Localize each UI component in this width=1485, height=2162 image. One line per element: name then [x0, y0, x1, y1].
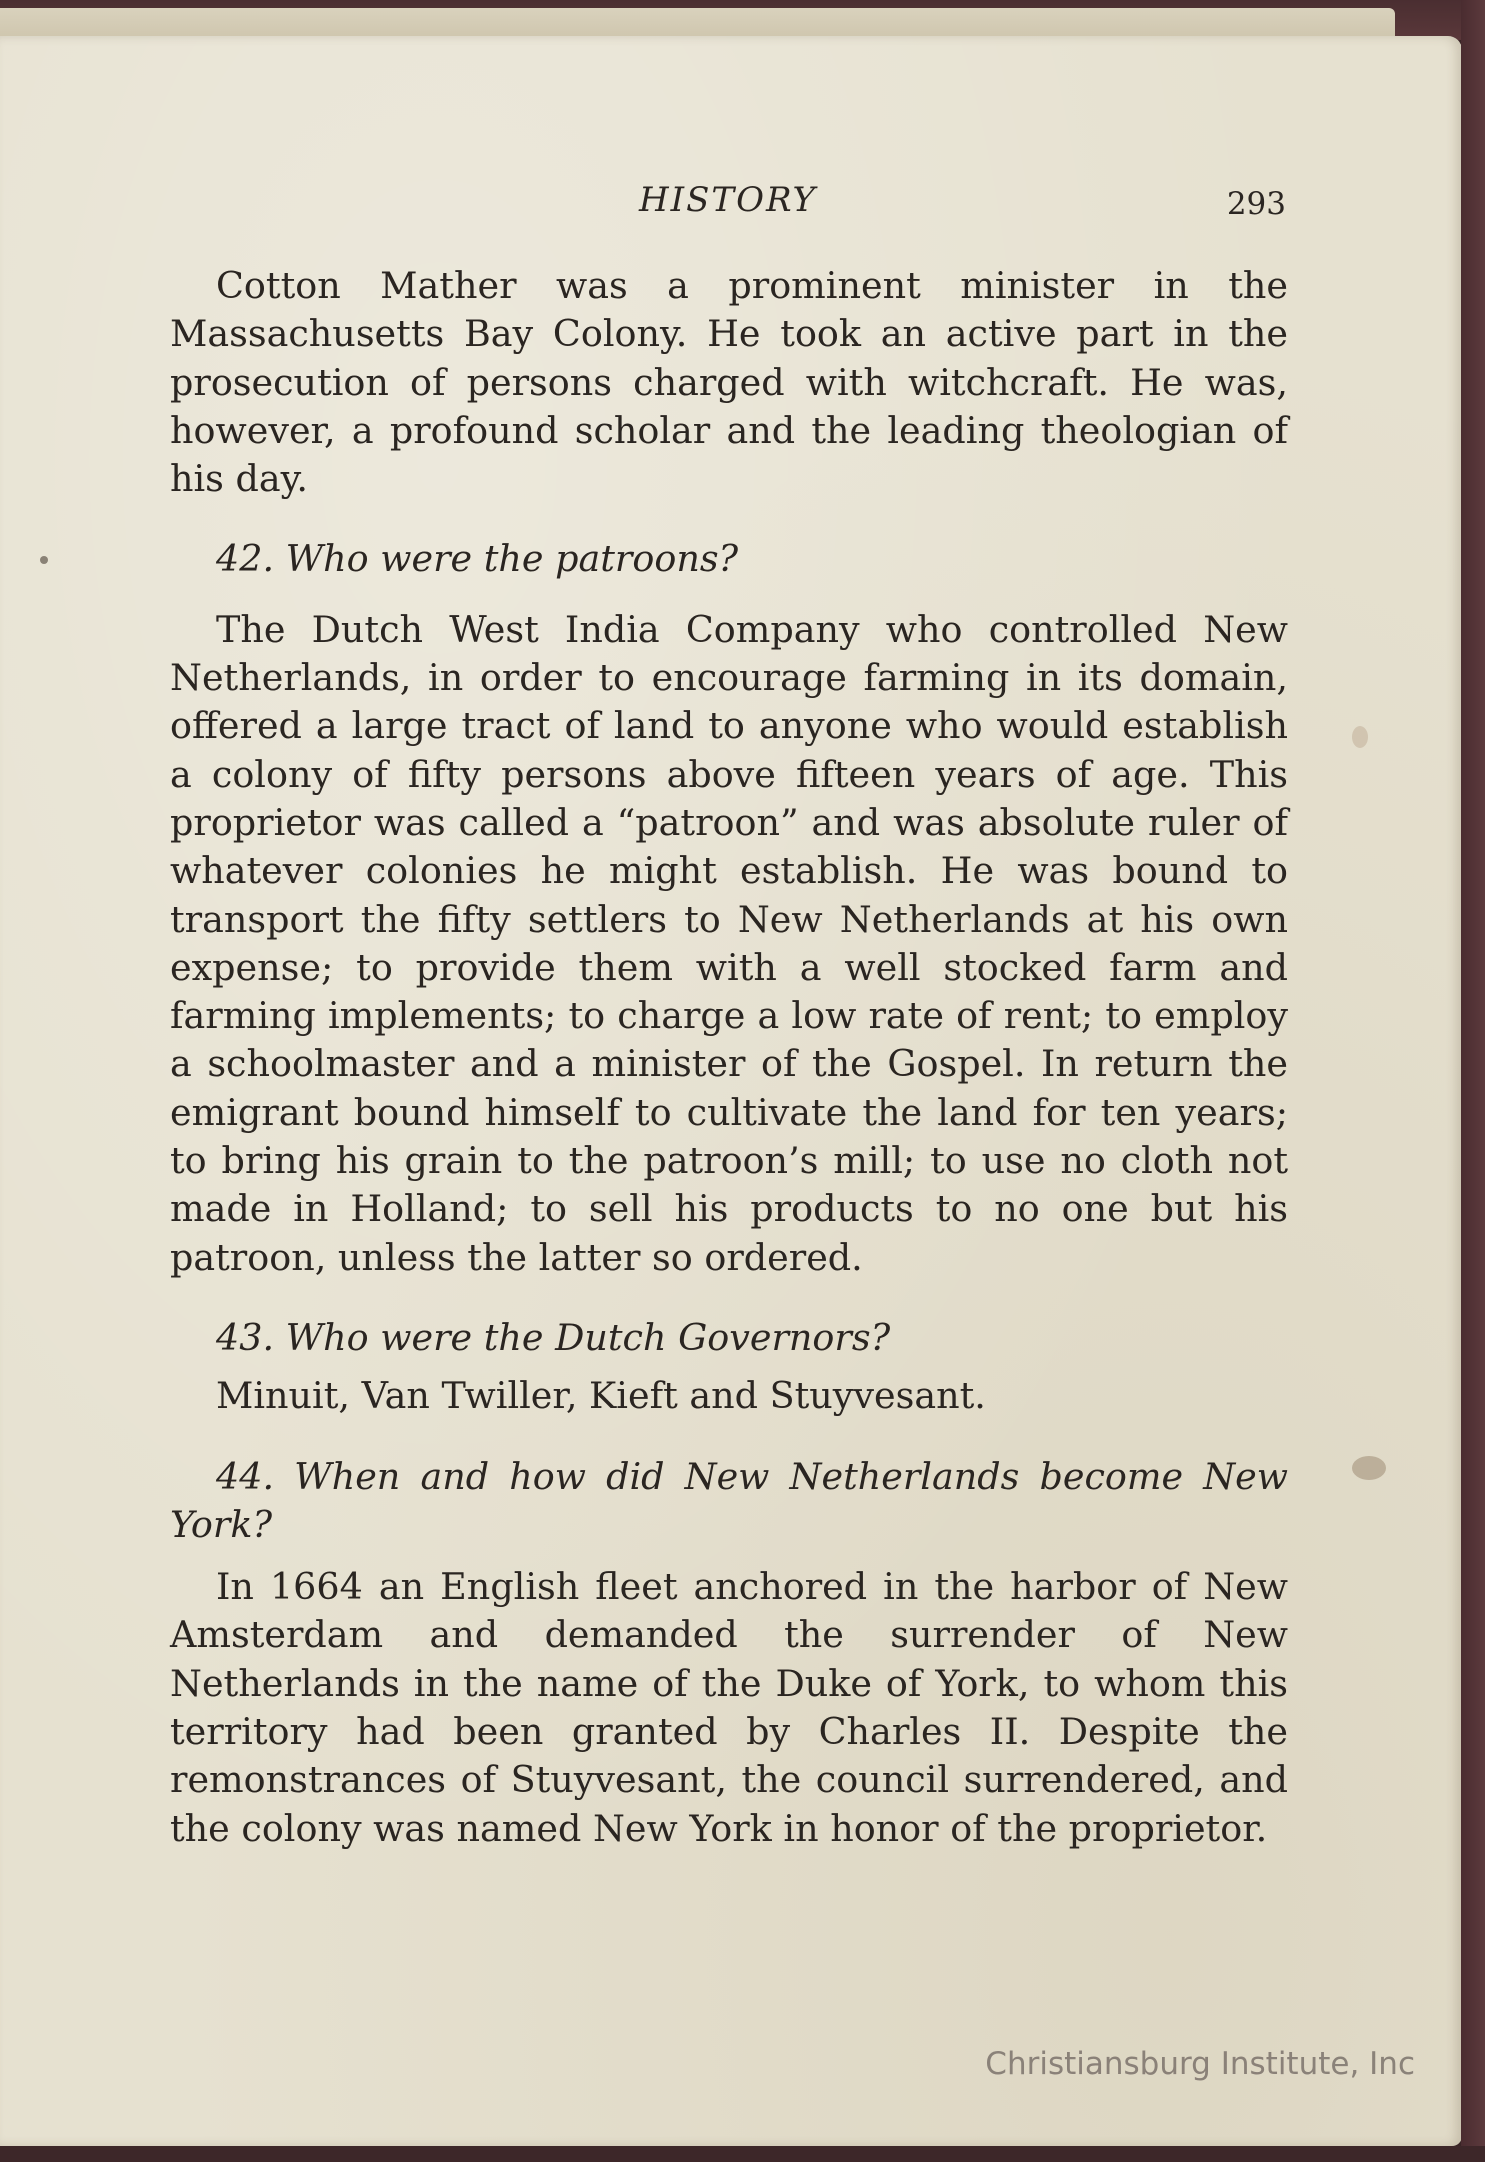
- answer-43: Minuit, Van Twiller, Kieft and Stuyvesant.: [216, 1374, 986, 1418]
- watermark: Christiansburg Institute, Inc: [985, 2046, 1415, 2082]
- page-header: [170, 180, 1286, 230]
- question-42: 42. Who were the patroons?: [216, 537, 739, 581]
- spacer: [170, 1282, 1288, 1314]
- question-44: 44. When and how did New Netherlands become New York?: [170, 1454, 1288, 1546]
- body-text: [170, 262, 1288, 1853]
- spacer: [170, 584, 1288, 606]
- book-cover-right: [1461, 0, 1485, 2162]
- paper-stain: [40, 556, 48, 564]
- spacer: [170, 503, 1288, 535]
- paper-stain: [1352, 726, 1368, 748]
- spacer: [170, 1362, 1288, 1372]
- page-number: 293: [1226, 186, 1286, 222]
- running-head: HISTORY: [639, 180, 817, 220]
- paragraph-patroons: The Dutch West India Company who controlled New Netherlands, in order to encourage farming in its domain, offered a large tract of land to anyone who would establish a colony of fifty persons above fifteen years of age. This proprietor was called a “patroon” and was absolute ruler of whatever colonies he might establish. He was bound to transport the fifty settlers to New Netherlands at his own expense; to provide them with a well stocked farm and farming implements; to charge a low rate of rent; to employ a schoolmaster and a minister of the Gospel. In return the emigrant bound himself to cultivate the land for ten years; to bring his grain to the patroon’s mill; to use no cloth not made in Holland; to sell his products to no one but his patroon, unless the latter so ordered.: [170, 607, 1288, 1279]
- spacer: [170, 1549, 1288, 1563]
- paragraph-new-york: In 1664 an English fleet anchored in the harbor of New Amsterdam and demanded the surrender of New Netherlands in the name of the Duke of York, to whom this territory had been granted by Charles II. Despite the remonstrances of Stuyvesant, the council surrendered, and the colony was named New York in honor of the proprietor.: [170, 1565, 1288, 1850]
- book-cover-bottom: [0, 2146, 1485, 2162]
- paragraph-cotton-mather: Cotton Mather was a prominent minister in the Massachusetts Bay Colony. He took an active part in the prosecution of persons charged with witchcraft. He was, however, a profound scholar and the leading theologian of his day.: [170, 264, 1288, 501]
- paper-stain: [1352, 1456, 1386, 1480]
- question-43: 43. Who were the Dutch Governors?: [216, 1315, 891, 1359]
- page-edge: [0, 8, 1395, 38]
- spacer: [170, 1421, 1288, 1453]
